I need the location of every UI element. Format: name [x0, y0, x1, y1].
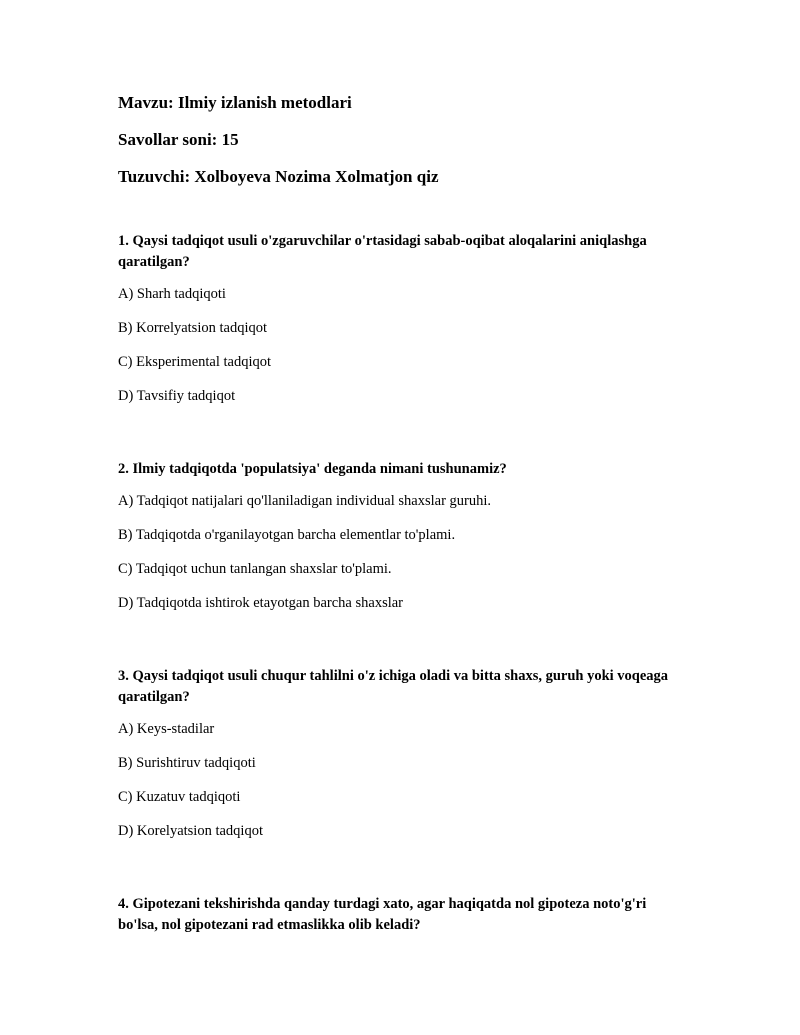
- document-page: [118, 92, 678, 947]
- question-2: [118, 459, 678, 614]
- question-count: Savollar soni: 15: [118, 130, 239, 149]
- question-text: 4. Gipotezani tekshirishda qanday turdagi xato, agar haqiqatda nol gipoteza noto'g'ri bo'lsa, nol gipotezani rad etmaslikka olib keladi?: [118, 896, 647, 933]
- topic-heading: Mavzu: Ilmiy izlanish metodlari: [118, 93, 352, 112]
- answer-option-c: C) Eksperimental tadqiqot: [118, 354, 272, 370]
- answer-option-c: C) Kuzatuv tadqiqoti: [118, 789, 241, 805]
- answer-option-a: A) Sharh tadqiqoti: [118, 286, 226, 302]
- question-text: 2. Ilmiy tadqiqotda 'populatsiya' deganda nimani tushunamiz?: [118, 461, 507, 477]
- answer-option-a: A) Keys-stadilar: [118, 721, 215, 737]
- answer-option-c: C) Tadqiqot uchun tanlangan shaxslar to'plami.: [118, 561, 392, 577]
- question-text: 1. Qaysi tadqiqot usuli o'zgaruvchilar o'rtasidagi sabab-oqibat aloqalarini aniqlashga qaratilgan?: [118, 233, 647, 270]
- answer-option-d: D) Tavsifiy tadqiqot: [118, 388, 236, 404]
- question-text: 3. Qaysi tadqiqot usuli chuqur tahlilni o'z ichiga oladi va bitta shaxs, guruh yoki voqeaga qaratilgan?: [118, 668, 669, 705]
- question-3: [118, 666, 678, 842]
- answer-option-d: D) Korelyatsion tadqiqot: [118, 823, 263, 839]
- answer-option-d: D) Tadqiqotda ishtirok etayotgan barcha shaxslar: [118, 595, 404, 611]
- answer-option-b: B) Tadqiqotda o'rganilayotgan barcha elementlar to'plami.: [118, 527, 456, 543]
- question-4: [118, 894, 678, 936]
- answer-option-b: B) Surishtiruv tadqiqoti: [118, 755, 256, 771]
- answer-option-b: B) Korrelyatsion tadqiqot: [118, 320, 268, 336]
- answer-option-a: A) Tadqiqot natijalari qo'llaniladigan individual shaxslar guruhi.: [118, 493, 492, 509]
- author-line: Tuzuvchi: Xolboyeva Nozima Xolmatjon qiz: [118, 167, 439, 186]
- question-1: [118, 231, 678, 407]
